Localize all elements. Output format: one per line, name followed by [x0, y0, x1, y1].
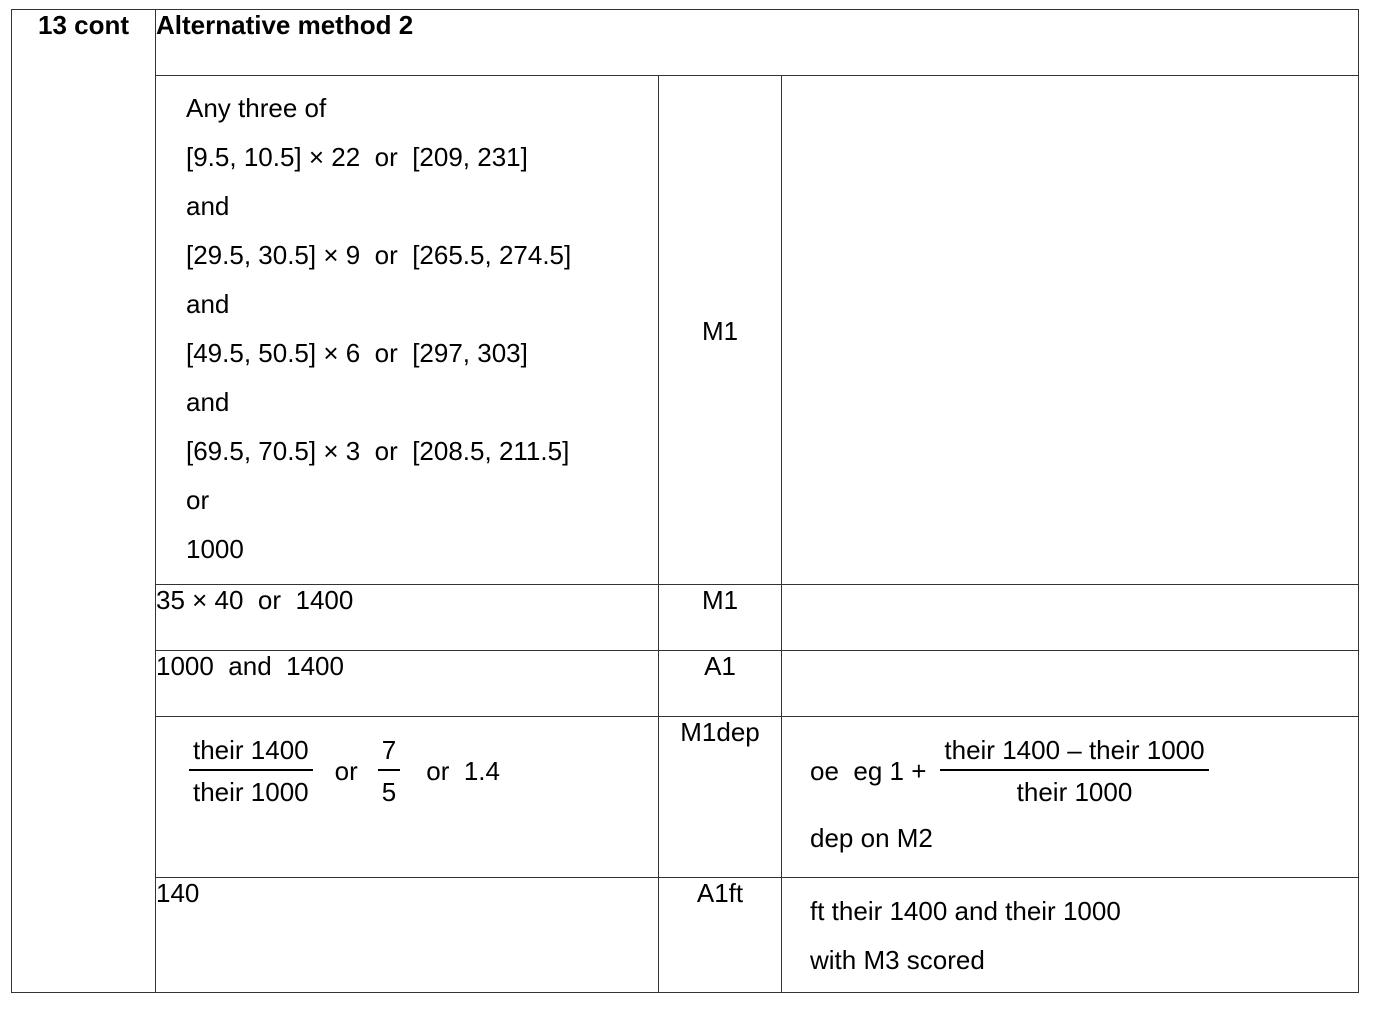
method-header-row: [12, 10, 1359, 76]
mark-cell: M1: [659, 585, 782, 651]
seven-fifths-fraction: [378, 733, 400, 809]
working-cell: 35 × 40 or 1400: [156, 585, 659, 651]
working-line: [69.5, 70.5] × 3 or [208.5, 211.5]: [186, 436, 570, 466]
ratio-fraction: [189, 733, 313, 809]
comment-cell: [782, 717, 1359, 878]
table-row: [12, 717, 1359, 878]
mark-cell: A1: [659, 651, 782, 717]
comment-line: with M3 scored: [810, 945, 985, 975]
fraction-numerator: their 1400: [189, 733, 313, 771]
comment-prefix: oe eg 1 +: [810, 755, 927, 786]
table-row: [12, 585, 1359, 651]
comment-cell: [782, 76, 1359, 585]
working-line: [49.5, 50.5] × 6 or [297, 303]: [186, 338, 528, 368]
mark-cell: M1dep: [659, 717, 782, 878]
mark-cell: M1: [659, 76, 782, 585]
working-line: [29.5, 30.5] × 9 or [265.5, 274.5]: [186, 240, 572, 270]
fraction-denominator: 5: [381, 777, 397, 807]
fraction-denominator: their 1000: [193, 777, 309, 807]
working-line: and: [186, 387, 230, 417]
working-cell: [156, 717, 659, 878]
working-line: Any three of: [186, 93, 327, 123]
question-number: 13 cont: [12, 10, 156, 993]
comment-lines: [782, 878, 1358, 976]
fraction-numerator: 7: [378, 733, 400, 771]
working-lines: [156, 76, 658, 574]
table-row: [12, 76, 1359, 585]
comment-line: dep on M2: [810, 823, 933, 853]
working-cell: [156, 76, 659, 585]
working-line: or: [186, 485, 210, 515]
table-row: [12, 878, 1359, 993]
working-line: 1000: [186, 534, 244, 564]
or-decimal-text: or 1.4: [426, 755, 500, 786]
fraction-denominator: their 1000: [1016, 777, 1133, 807]
working-line: and: [186, 191, 230, 221]
table-row: [12, 651, 1359, 717]
comment-expression: [782, 717, 1358, 809]
mark-scheme-table: [11, 9, 1359, 993]
ratio-expression: [156, 717, 658, 809]
mark-cell: A1ft: [659, 878, 782, 993]
comment-fraction: [940, 733, 1208, 809]
working-line: and: [186, 289, 230, 319]
fraction-numerator: their 1400 – their 1000: [940, 733, 1208, 771]
comment-cell: [782, 651, 1359, 717]
working-cell: 140: [156, 878, 659, 993]
working-cell: 1000 and 1400: [156, 651, 659, 717]
working-line: [9.5, 10.5] × 22 or [209, 231]: [186, 142, 528, 172]
or-text: or: [334, 755, 358, 786]
comment-cell: [782, 585, 1359, 651]
comment-line: ft their 1400 and their 1000: [810, 896, 1121, 926]
comment-cell: [782, 878, 1359, 993]
method-title: Alternative method 2: [156, 10, 1359, 76]
